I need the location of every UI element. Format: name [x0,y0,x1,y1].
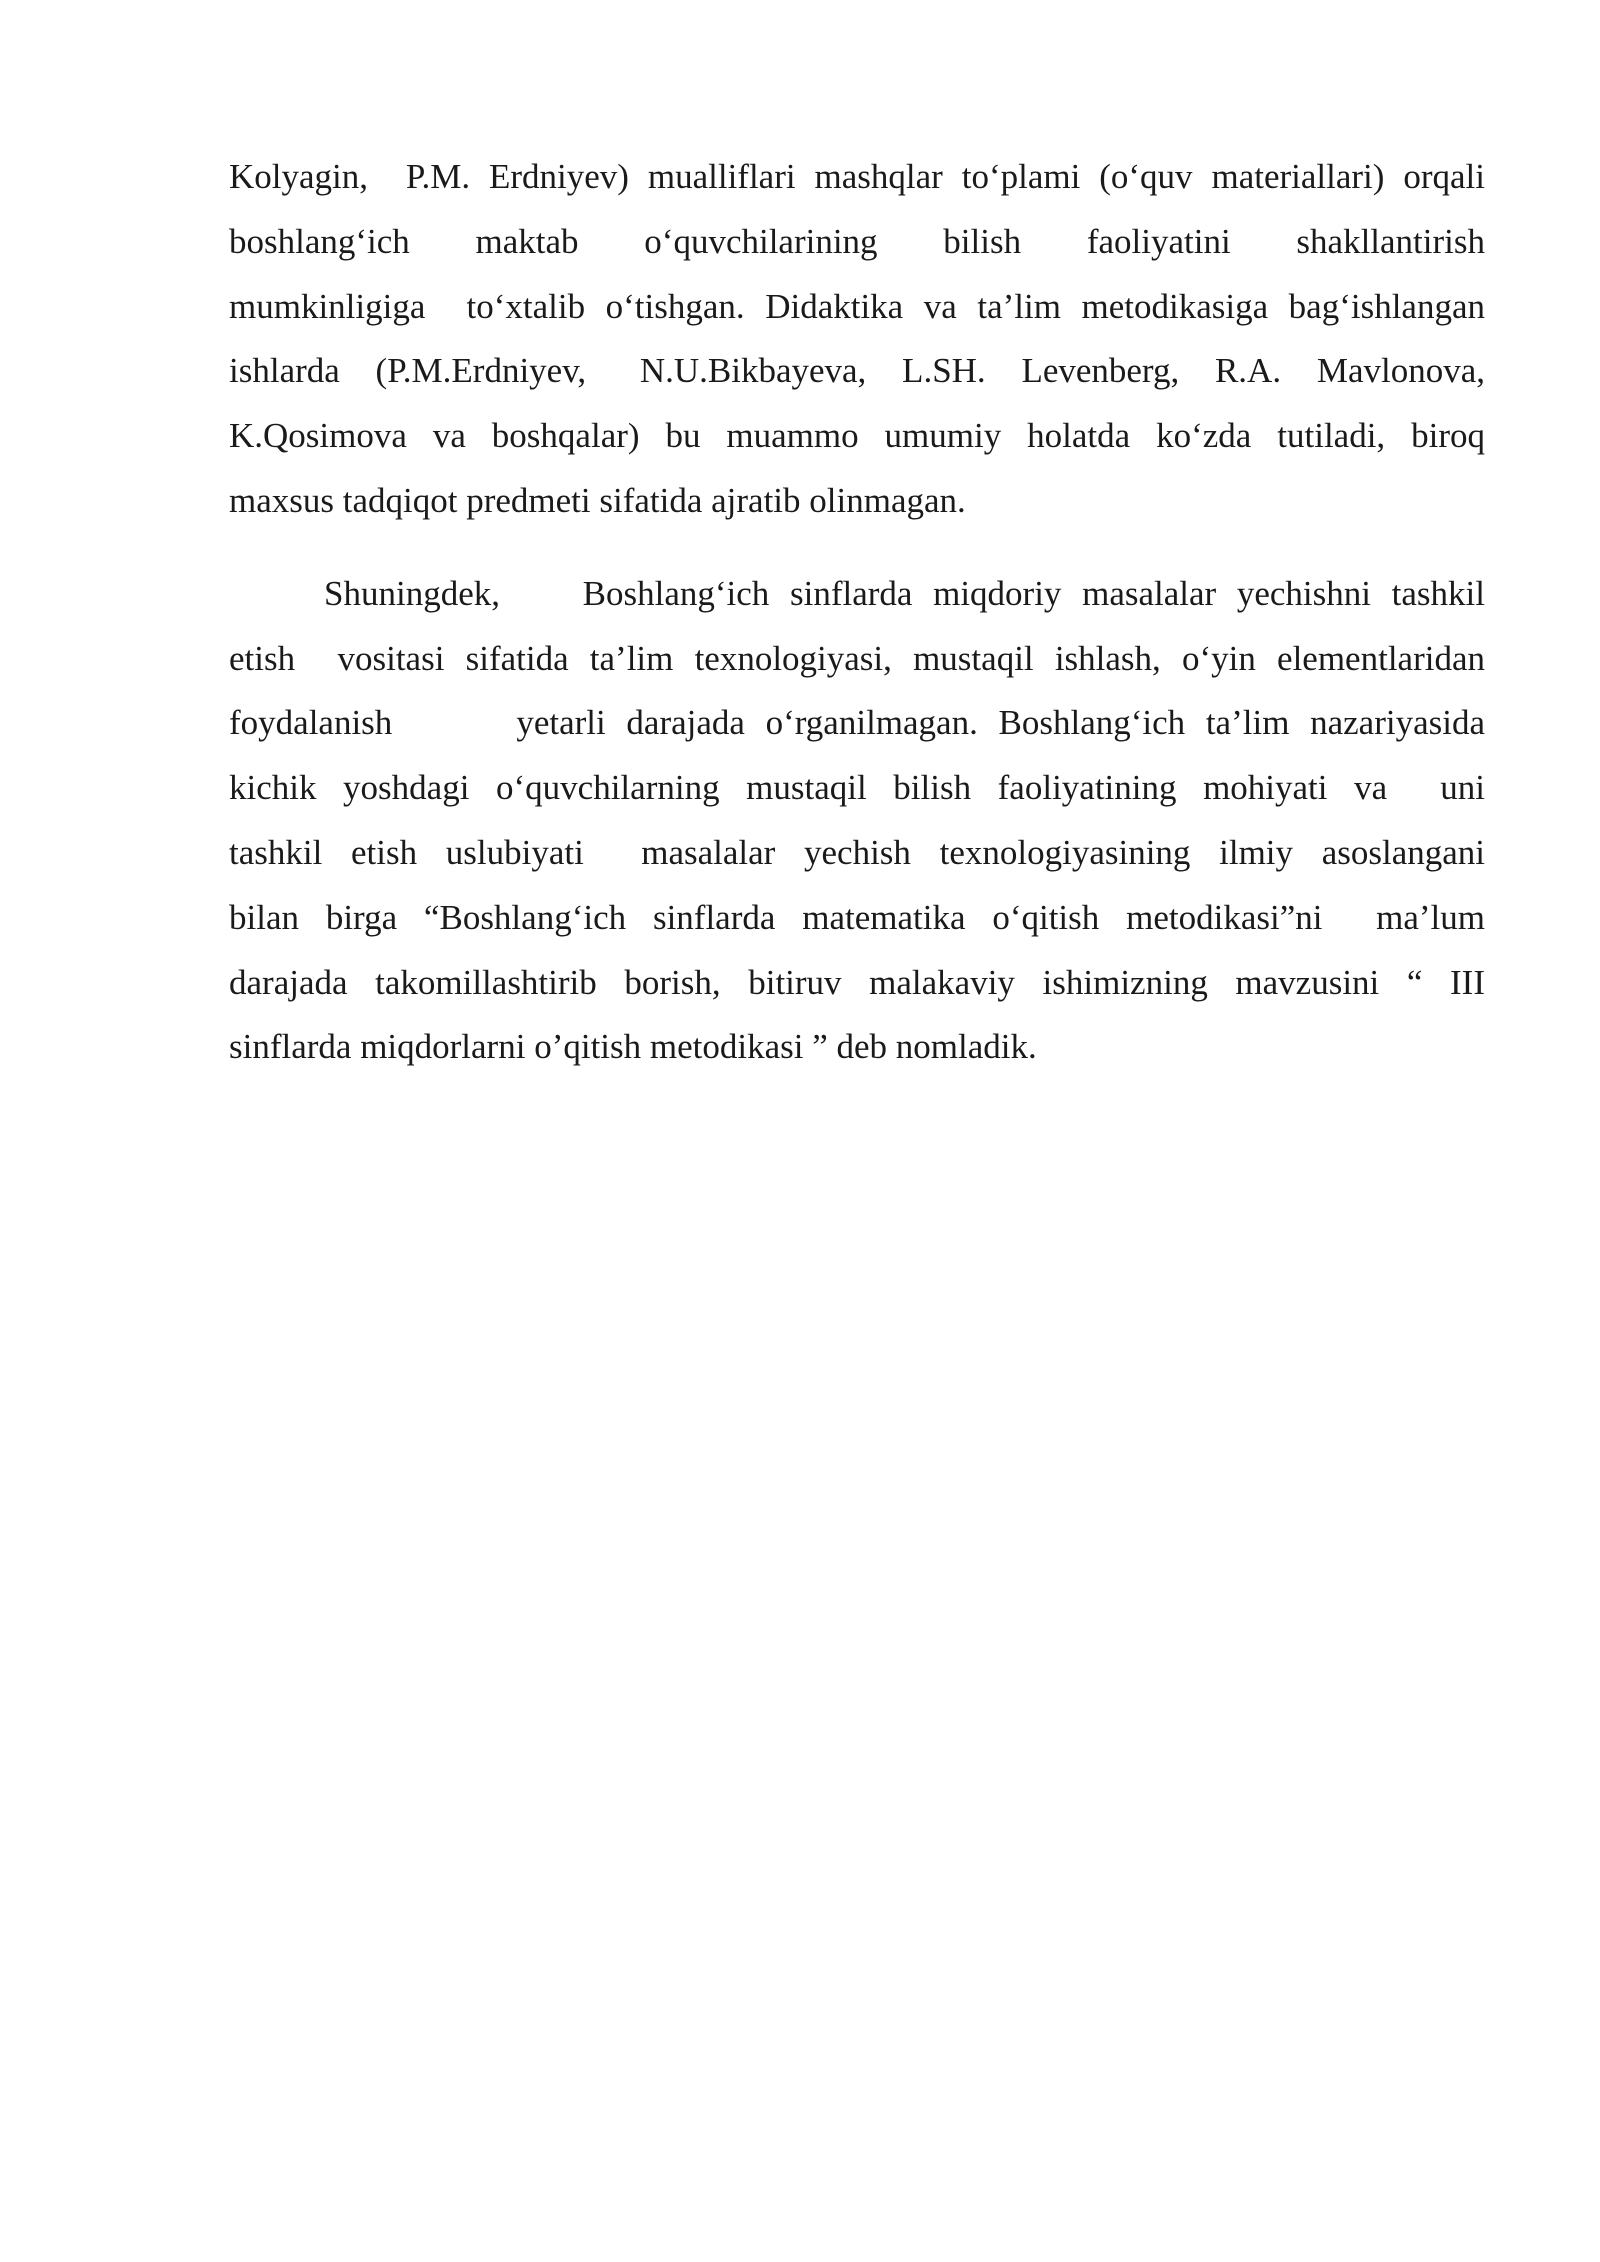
paragraph-line: ishlarda (P.M.Erdniyev, N.U.Bikbayeva, L.SH. Levenberg, R.A. Mavlonova, [229,351,1485,391]
paragraph-line: mumkinligiga to‘xtalib o‘tishgan. Didaktika va ta’lim metodikasiga bag‘ishlangan [229,286,1485,326]
paragraph-spacer [229,534,1485,562]
paragraph-line: Shuningdek, Boshlang‘ich sinflarda miqdoriy masalalar yechishni tashkil [324,573,1485,613]
document-body [229,145,1485,1080]
paragraph-1 [229,145,1485,534]
paragraph-line: Kolyagin, P.M. Erdniyev) mualliflari mashqlar to‘plami (o‘quv materiallari) orqali [229,157,1485,196]
paragraph-line: boshlang‘ich maktab o‘quvchilarining bilish faoliyatini shakllantirish [229,221,1485,261]
paragraph-line: etish vositasi sifatida ta’lim texnologiyasi, mustaqil ishlash, o‘yin elementlaridan [229,638,1485,678]
paragraph-line: K.Qosimova va boshqalar) bu muammo umumiy holatda ko‘zda tutiladi, biroq [229,416,1485,456]
paragraph-line: darajada takomillashtirib borish, bitiruv malakaviy ishimizning mavzusini “ III [229,962,1485,1002]
paragraph-2 [229,562,1485,1080]
paragraph-line: sinflarda miqdorlarni o’qitish metodikasi ” deb nomladik. [229,1027,1037,1067]
paragraph-line: maxsus tadqiqot predmeti sifatida ajratib olinmagan. [229,480,966,520]
paragraph-line: kichik yoshdagi o‘quvchilarning mustaqil bilish faoliyatining mohiyati va uni [229,768,1485,808]
paragraph-line: bilan birga “Boshlang‘ich sinflarda matematika o‘qitish metodikasi”ni ma’lum [229,897,1485,937]
paragraph-line: tashkil etish uslubiyati masalalar yechish texnologiyasining ilmiy asoslangani [229,832,1485,872]
paragraph-line: foydalanish yetarli darajada o‘rganilmagan. Boshlang‘ich ta’lim nazariyasida [229,703,1485,743]
